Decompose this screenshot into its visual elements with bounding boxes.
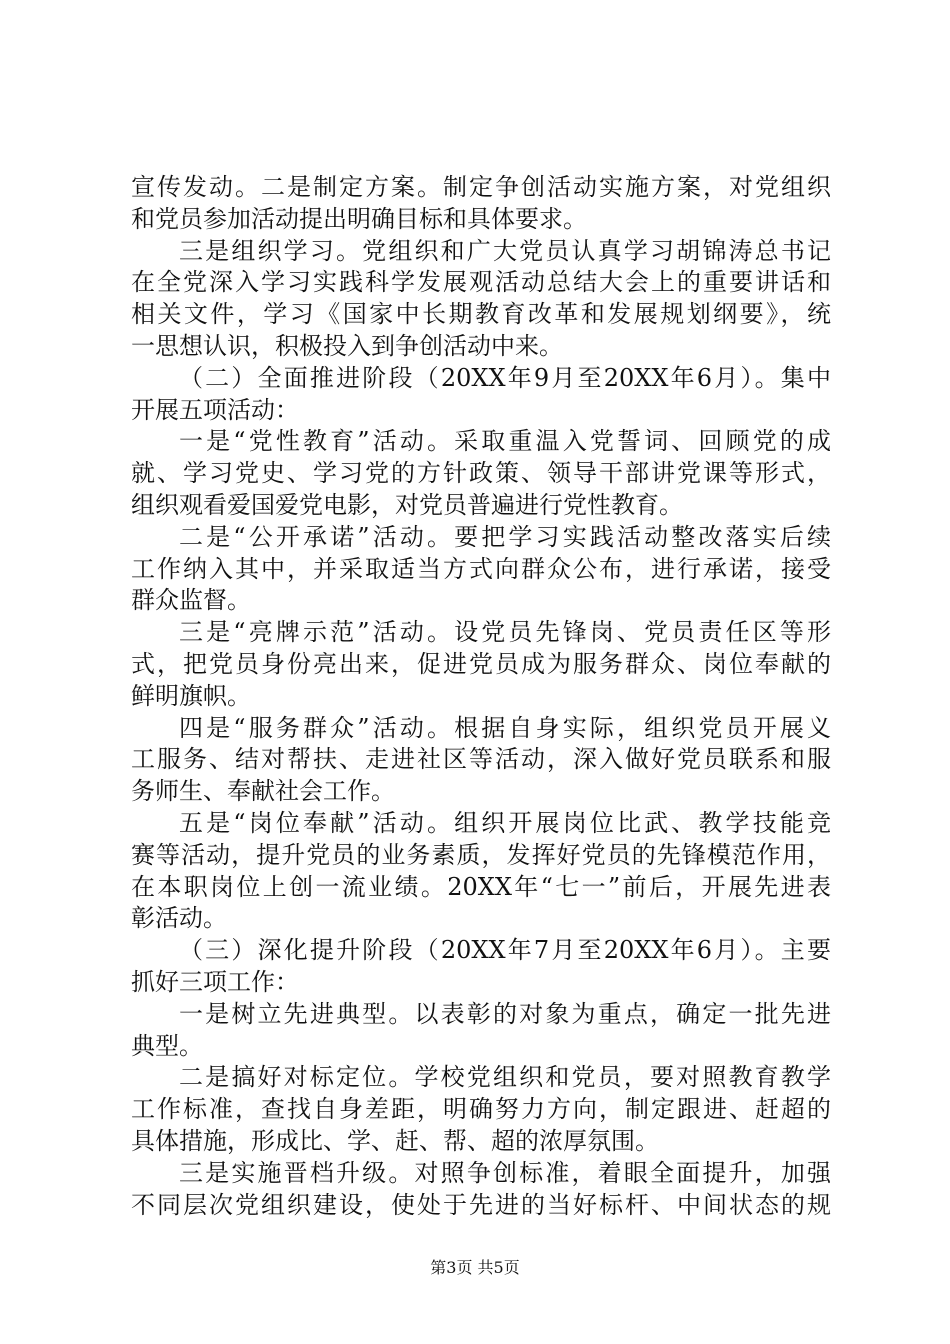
text-line: 三是“亮牌示范”活动。设党员先锋岗、党员责任区等形	[179, 618, 831, 647]
text-line: 一是“党性教育”活动。采取重温入党誓词、回顾党的成	[179, 427, 831, 456]
text-line: 工作纳入其中，并采取适当方式向群众公布，进行承诺，接受	[131, 554, 831, 583]
text-line: 一思想认识，积极投入到争创活动中来。	[131, 331, 563, 360]
text-line: （三）深化提升阶段（20XX年7月至20XX年6月）。主要	[179, 936, 831, 965]
text-line: 赛等活动，提升党员的业务素质，发挥好党员的先锋模范作用，	[131, 840, 831, 869]
document-body	[131, 172, 831, 1221]
text-line: 具体措施，形成比、学、赶、帮、超的浓厚氛围。	[131, 1126, 659, 1155]
text-line: 不同层次党组织建设，使处于先进的当好标杆、中间状态的规	[131, 1190, 831, 1219]
text-line: 和党员参加活动提出明确目标和具体要求。	[131, 204, 587, 233]
text-line: 鲜明旗帜。	[131, 681, 251, 710]
text-line: 抓好三项工作：	[131, 967, 299, 996]
page-footer: 第3页 共5页	[430, 1258, 520, 1277]
text-line: 三是组织学习。党组织和广大党员认真学习胡锦涛总书记	[179, 236, 831, 265]
text-line: 开展五项活动：	[131, 395, 299, 424]
text-line: 宣传发动。二是制定方案。制定争创活动实施方案，对党组织	[131, 173, 831, 201]
text-line: （二）全面推进阶段（20XX年9月至20XX年6月）。集中	[179, 363, 831, 392]
text-line: 二是“公开承诺”活动。要把学习实践活动整改落实后续	[179, 522, 831, 551]
text-line: 四是“服务群众”活动。根据自身实际，组织党员开展义	[179, 713, 831, 742]
text-line: 工服务、结对帮扶、走进社区等活动，深入做好党员联系和服	[131, 745, 831, 774]
text-line: 组织观看爱国爱党电影，对党员普遍进行党性教育。	[131, 490, 683, 519]
text-line: 三是实施晋档升级。对照争创标准，着眼全面提升，加强	[179, 1158, 831, 1187]
text-line: 相关文件，学习《国家中长期教育改革和发展规划纲要》，统	[131, 300, 831, 329]
text-line: 典型。	[131, 1031, 203, 1060]
text-line: 二是搞好对标定位。学校党组织和党员，要对照教育教学	[179, 1063, 831, 1092]
text-line: 工作标准，查找自身差距，明确努力方向，制定跟进、赶超的	[131, 1095, 831, 1124]
text-line: 彰活动。	[131, 904, 227, 933]
text-line: 在本职岗位上创一流业绩。20XX年“七一”前后，开展先进表	[131, 872, 831, 901]
text-line: 五是“岗位奉献”活动。组织开展岗位比武、教学技能竞	[179, 808, 831, 837]
text-line: 一是树立先进典型。以表彰的对象为重点，确定一批先进	[179, 999, 831, 1028]
text-line: 在全党深入学习实践科学发展观活动总结大会上的重要讲话和	[131, 268, 831, 297]
text-line: 就、学习党史、学习党的方针政策、领导干部讲党课等形式，	[131, 459, 831, 488]
text-line: 群众监督。	[131, 586, 251, 615]
text-line: 务师生、奉献社会工作。	[131, 777, 395, 806]
text-line: 式，把党员身份亮出来，促进党员成为服务群众、岗位奉献的	[131, 649, 831, 678]
